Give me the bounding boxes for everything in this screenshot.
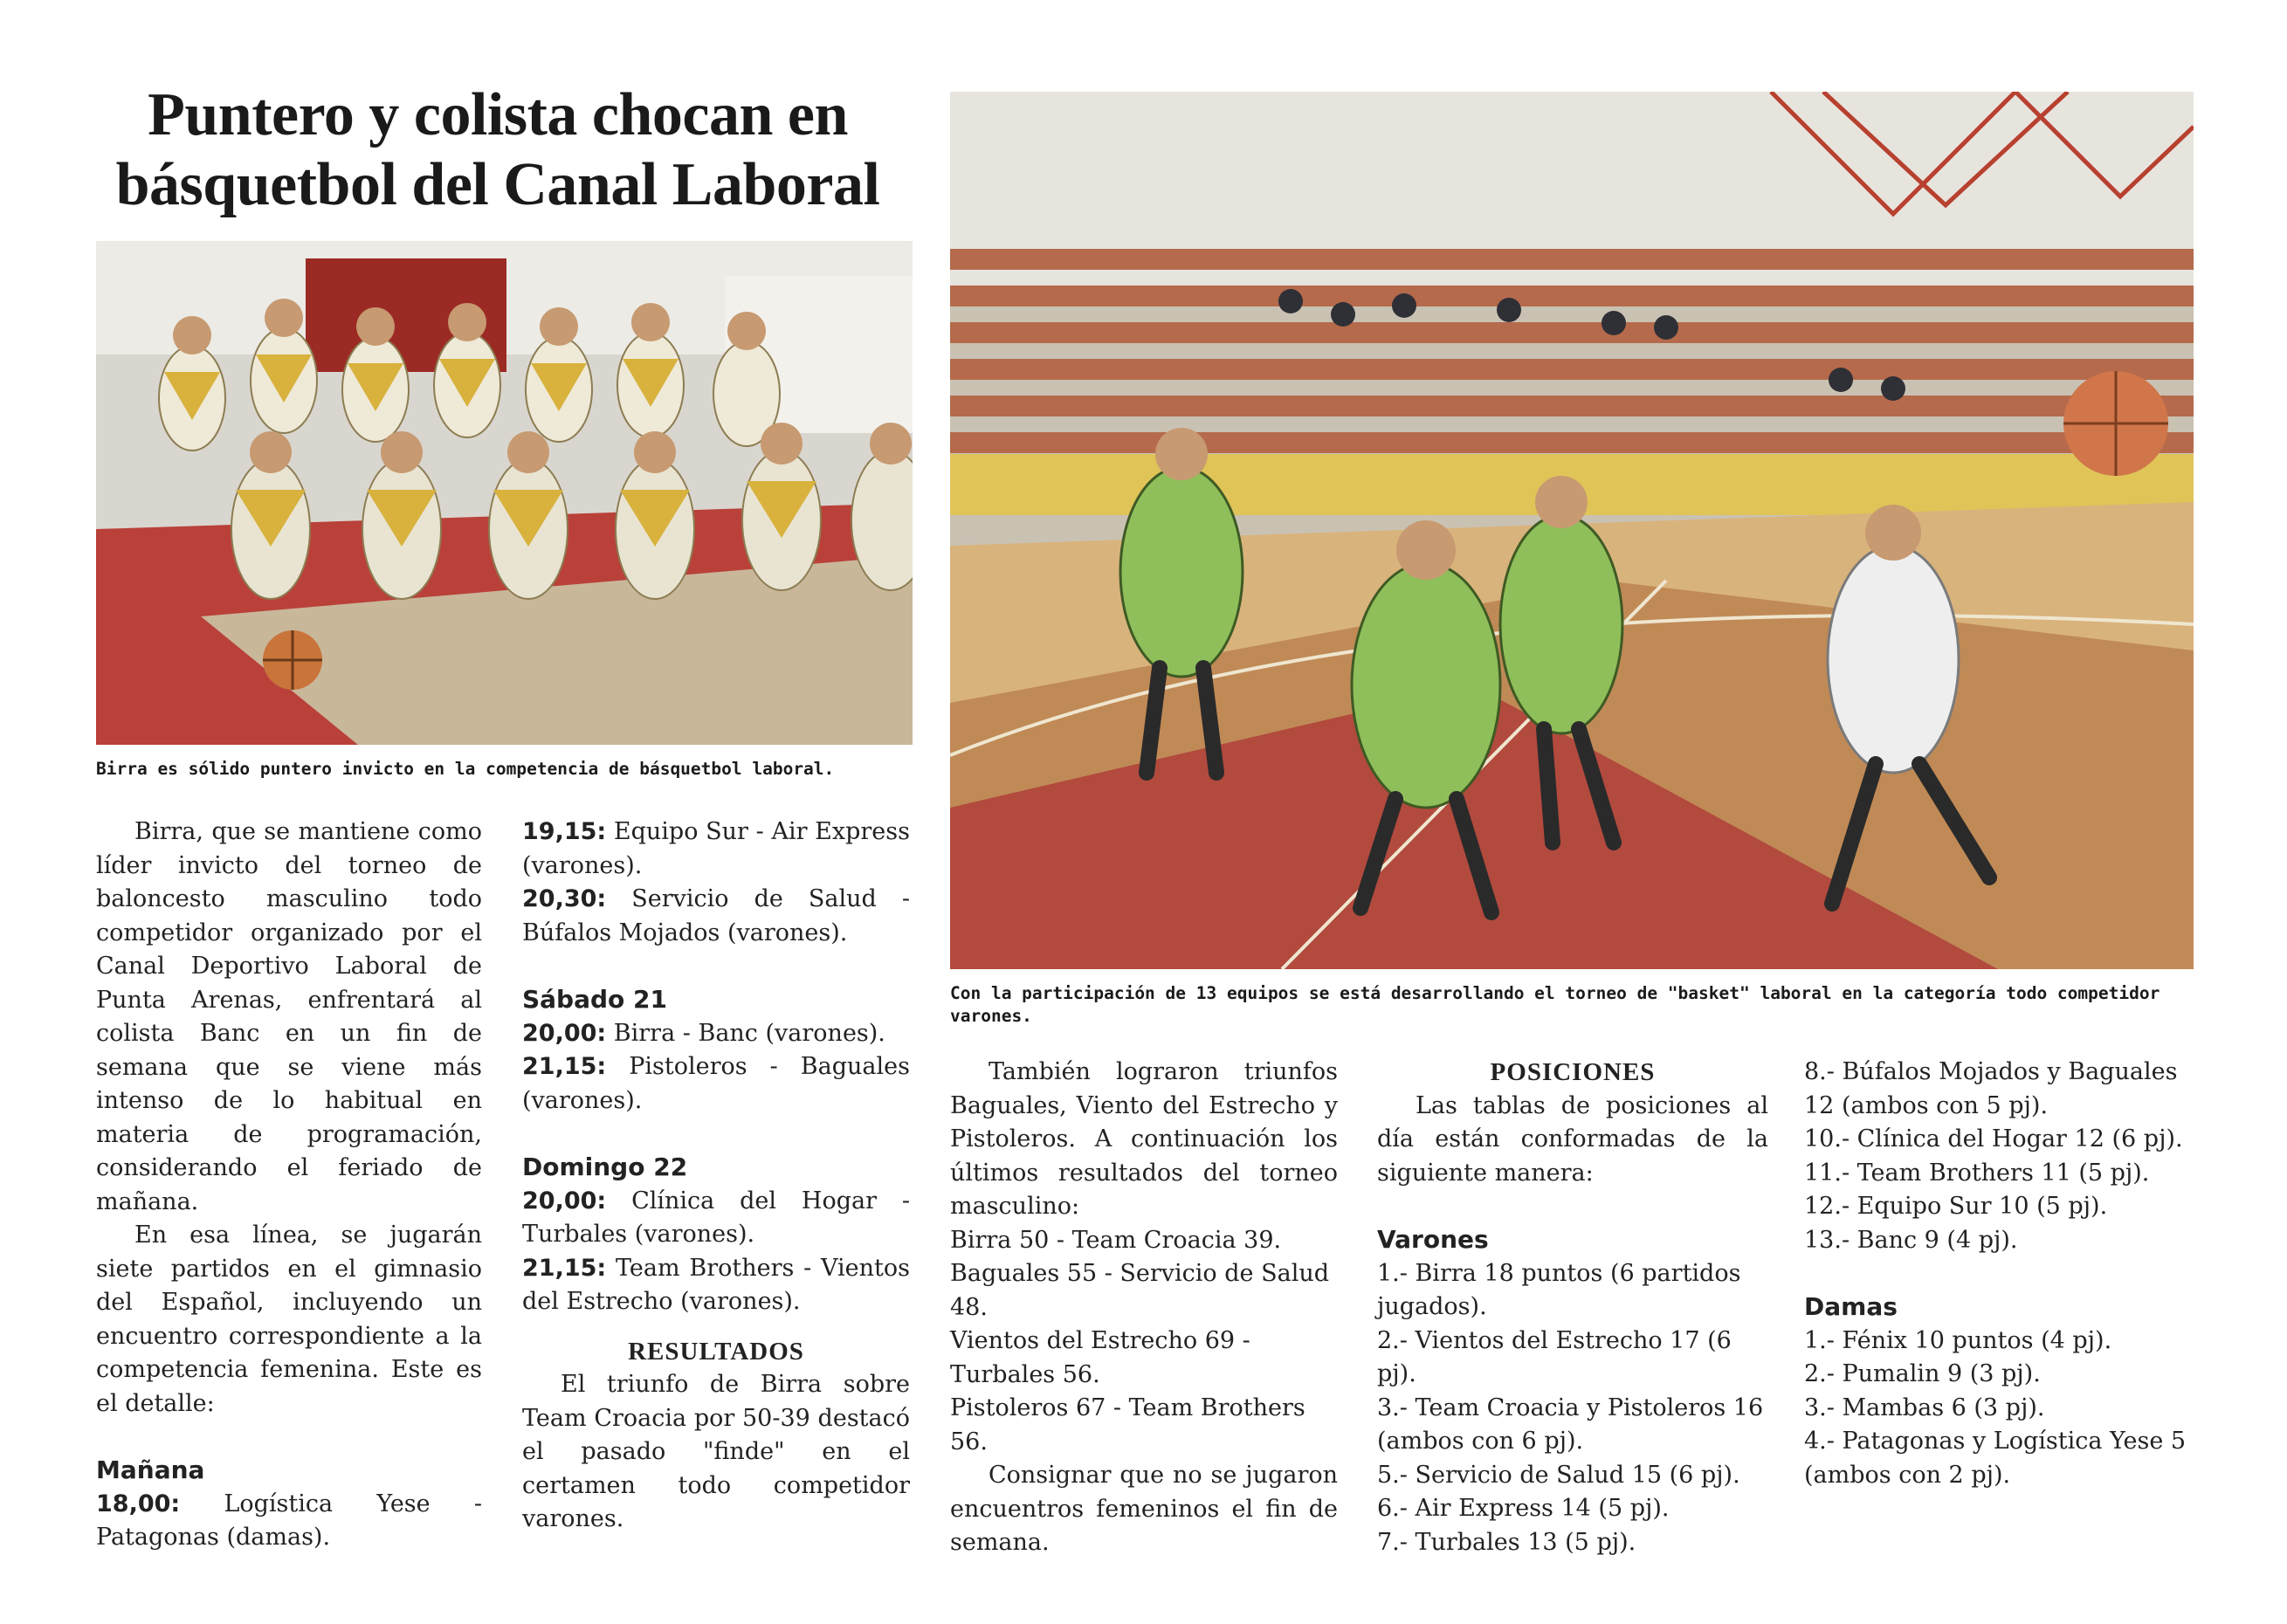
match-text: Equipo Sur - Air Express (varones). bbox=[522, 818, 910, 879]
team-photo bbox=[96, 241, 913, 745]
article-column-5 bbox=[1804, 1056, 2193, 1492]
match-time: 20,00: bbox=[522, 1187, 607, 1215]
schedule-match bbox=[522, 1185, 910, 1252]
schedule-match bbox=[522, 883, 910, 950]
standing-item: 11.- Team Brothers 11 (5 pj). bbox=[1804, 1159, 2150, 1187]
article-column-2 bbox=[522, 815, 910, 1537]
match-time: 21,15: bbox=[522, 1053, 607, 1080]
intro-paragraph: Birra, que se mantiene como líder invicto del torneo de baloncesto masculino todo competidor organizado por el Canal Deportivo Laboral de Punta Arenas, enfrentará al colista Banc en un fin de semana que se viene más intenso de lo habitual en materia de programación, considerando el feriado de mañana. bbox=[96, 818, 482, 1215]
result-item: Vientos del Estrecho 69 - Turbales 56. bbox=[950, 1327, 1250, 1388]
schedule-match bbox=[522, 1050, 910, 1118]
standing-item: 2.- Vientos del Estrecho 17 (6 pj). bbox=[1377, 1326, 1732, 1387]
result-item: Birra 50 - Team Croacia 39. bbox=[950, 1226, 1282, 1254]
standings-heading: POSICIONES bbox=[1490, 1058, 1656, 1086]
game-photo-caption: Con la participación de 13 equipos se está desarrollando el torneo de "basket" laboral en la categoría todo competidor varones. bbox=[950, 983, 2160, 1026]
match-text: Clínica del Hogar - Turbales (varones). bbox=[522, 1187, 911, 1248]
match-time: 21,15: bbox=[522, 1254, 607, 1282]
standing-item: 10.- Clínica del Hogar 12 (6 pj). bbox=[1804, 1125, 2183, 1153]
article-column-3 bbox=[950, 1056, 1338, 1560]
game-photo-illustration bbox=[950, 92, 2194, 969]
result-item: Baguales 55 - Servicio de Salud 48. bbox=[950, 1260, 1330, 1321]
men-standings-list bbox=[1377, 1257, 1768, 1560]
schedule-match bbox=[96, 1488, 482, 1555]
schedule-day-heading: Domingo 22 bbox=[522, 1153, 688, 1181]
standing-item: 6.- Air Express 14 (5 pj). bbox=[1377, 1495, 1670, 1522]
schedule-match bbox=[522, 1252, 910, 1319]
men-standings-list-continued bbox=[1804, 1056, 2193, 1257]
schedule-day-heading: Mañana bbox=[96, 1455, 205, 1484]
article-column-1 bbox=[96, 815, 482, 1555]
standing-item: 7.- Turbales 13 (5 pj). bbox=[1377, 1528, 1636, 1556]
women-standings-list bbox=[1804, 1325, 2193, 1493]
game-photo bbox=[950, 92, 2194, 969]
standing-item: 13.- Banc 9 (4 pj). bbox=[1804, 1226, 2018, 1254]
results-note: Consignar que no se jugaron encuentros femeninos el fin de semana. bbox=[950, 1462, 1338, 1556]
standing-item: 3.- Team Croacia y Pistoleros 16 (ambos con 6 pj). bbox=[1377, 1393, 1764, 1455]
match-text: Pistoleros - Baguales (varones). bbox=[522, 1053, 910, 1114]
standing-item: 12.- Equipo Sur 10 (5 pj). bbox=[1804, 1193, 2108, 1220]
team-photo-caption: Birra es sólido puntero invicto en la competencia de básquetbol laboral. bbox=[96, 759, 835, 779]
match-text: Servicio de Salud - Búfalos Mojados (varones). bbox=[522, 885, 910, 946]
result-item: Pistoleros 67 - Team Brothers 56. bbox=[950, 1394, 1305, 1455]
men-standings-heading: Varones bbox=[1377, 1225, 1489, 1254]
standing-item: 3.- Mambas 6 (3 pj). bbox=[1804, 1393, 2045, 1421]
standing-item: 1.- Birra 18 puntos (6 partidos jugados). bbox=[1377, 1259, 1741, 1320]
article-column-4 bbox=[1377, 1056, 1768, 1559]
schedule-match bbox=[522, 815, 910, 883]
results-list bbox=[950, 1224, 1338, 1460]
match-text: Logística Yese - Patagonas (damas). bbox=[96, 1490, 482, 1551]
standing-item: 4.- Patagonas y Logística Yese 5 (ambos con 2 pj). bbox=[1804, 1428, 2187, 1489]
headline-line-2: básquetbol del Canal Laboral bbox=[115, 151, 880, 218]
match-text: Birra - Banc (varones). bbox=[613, 1019, 885, 1047]
match-text: Team Brothers - Vientos del Estrecho (varones). bbox=[522, 1254, 910, 1315]
second-paragraph: En esa línea, se jugarán siete partidos en el gimnasio del Español, incluyendo un encuentro correspondiente a la competencia femenina. Este es el detalle: bbox=[96, 1221, 482, 1417]
headline bbox=[96, 80, 899, 220]
match-time: 20,00: bbox=[522, 1019, 607, 1047]
results-intro-paragraph: También lograron triunfos Baguales, Viento del Estrecho y Pistoleros. A continuación los últimos resultados del torneo masculino: bbox=[950, 1058, 1338, 1220]
standing-item: 1.- Fénix 10 puntos (4 pj). bbox=[1804, 1326, 2112, 1354]
standing-item: 8.- Búfalos Mojados y Baguales 12 (ambos con 5 pj). bbox=[1804, 1058, 2178, 1119]
standings-intro: Las tablas de posiciones al día están conformadas de la siguiente manera: bbox=[1377, 1091, 1768, 1187]
team-photo-illustration bbox=[96, 241, 913, 745]
headline-line-1: Puntero y colista chocan en bbox=[148, 81, 848, 148]
schedule-day-heading: Sábado 21 bbox=[522, 985, 667, 1014]
standing-item: 2.- Pumalin 9 (3 pj). bbox=[1804, 1360, 2041, 1387]
women-standings-heading: Damas bbox=[1804, 1292, 1898, 1321]
standing-item: 5.- Servicio de Salud 15 (6 pj). bbox=[1377, 1461, 1740, 1489]
results-paragraph: El triunfo de Birra sobre Team Croacia por 50-39 destacó el pasado "finde" en el certamen todo competidor varones. bbox=[522, 1371, 910, 1532]
match-time: 18,00: bbox=[96, 1490, 181, 1517]
results-heading: RESULTADOS bbox=[628, 1337, 804, 1366]
match-time: 20,30: bbox=[522, 885, 607, 912]
match-time: 19,15: bbox=[522, 818, 607, 845]
schedule-match bbox=[522, 1017, 910, 1051]
